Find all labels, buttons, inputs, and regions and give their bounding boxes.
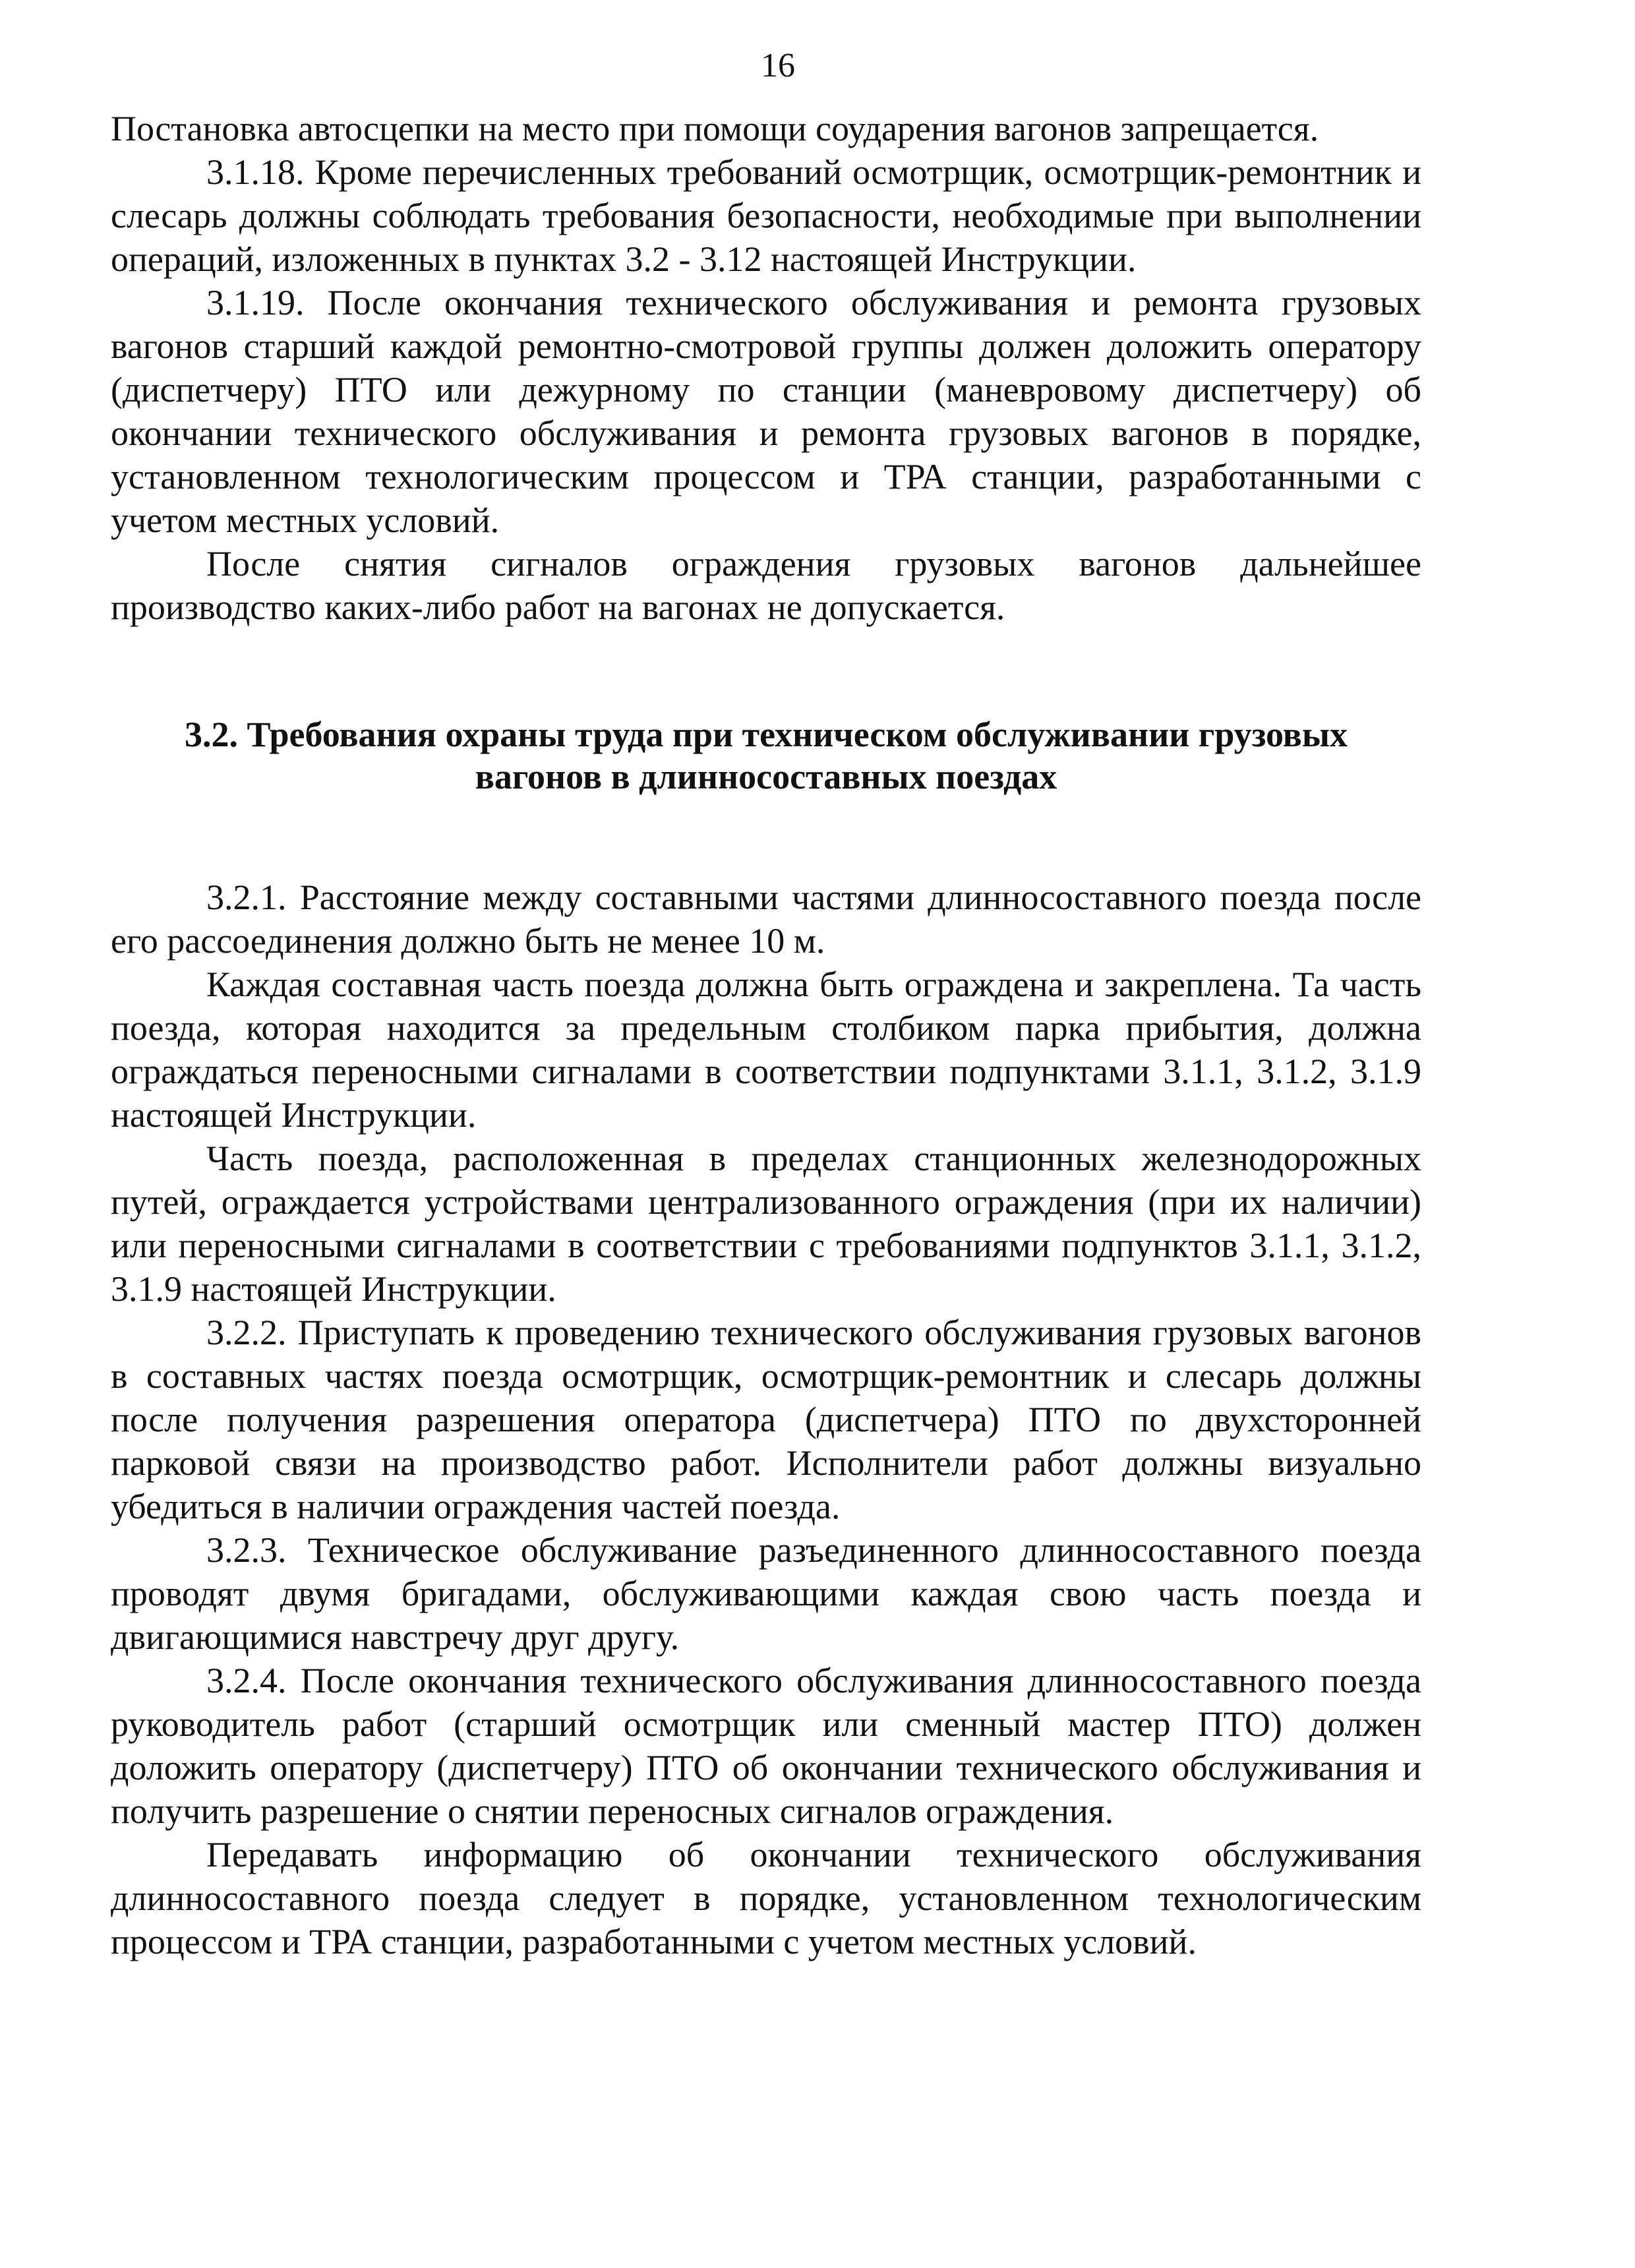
- document-body: [111, 107, 1421, 1963]
- paragraph: 3.1.19. После окончания технического обслуживания и ремонта грузовых вагонов старший каждой ремонтно-смотровой группы должен доложить оператору (диспетчеру) ПТО или дежурному по станции (маневровому диспетчеру) об окончании технического обслуживания и ремонта грузовых вагонов в порядке, установленном технологическим процессом и ТРА станции, разработанными с учетом местных условий.: [111, 283, 1421, 540]
- paragraph: После снятия сигналов ограждения грузовых вагонов дальнейшее производство каких-либо работ на вагонах не допускается.: [111, 544, 1421, 627]
- page-number: 16: [761, 47, 795, 84]
- paragraph: 3.2.1. Расстояние между составными частями длинносоставного поезда после его рассоединения должно быть не менее 10 м.: [111, 878, 1421, 961]
- section-heading-line: 3.2. Требования охраны труда при техническом обслуживании грузовых: [184, 715, 1348, 754]
- paragraph: Каждая составная часть поезда должна быть ограждена и закреплена. Та часть поезда, которая находится за предельным столбиком парка прибытия, должна ограждаться переносными сигналами в соответствии подпунктами 3.1.1, 3.1.2, 3.1.9 настоящей Инструкции.: [111, 965, 1421, 1135]
- paragraph: 3.2.2. Приступать к проведению технического обслуживания грузовых вагонов в составных частях поезда осмотрщик, осмотрщик-ремонтник и слесарь должны после получения разрешения оператора (диспетчера) ПТО по двухсторонней парковой связи на производство работ. Исполнители работ должны визуально убедиться в наличии ограждения частей поезда.: [111, 1313, 1421, 1526]
- paragraph: 3.1.18. Кроме перечисленных требований осмотрщик, осмотрщик-ремонтник и слесарь должны соблюдать требования безопасности, необходимые при выполнении операций, изложенных в пунктах 3.2 - 3.12 настоящей Инструкции.: [111, 152, 1421, 279]
- paragraph: 3.2.4. После окончания технического обслуживания длинносоставного поезда руководитель работ (старший осмотрщик или сменный мастер ПТО) должен доложить оператору (диспетчеру) ПТО об окончании технического обслуживания и получить разрешение о снятии переносных сигналов ограждения.: [111, 1661, 1421, 1831]
- section-paragraphs: [111, 876, 1421, 1963]
- section-heading-line: вагонов в длинносоставных поездах: [475, 757, 1057, 796]
- top-paragraphs: [111, 107, 1421, 629]
- paragraph: Передавать информацию об окончании технического обслуживания длинносоставного поезда следует в порядке, установленном технологическим процессом и ТРА станции, разработанными с учетом местных условий.: [111, 1835, 1421, 1961]
- paragraph: Часть поезда, расположенная в пределах станционных железнодорожных путей, ограждается устройствами централизованного ограждения (при их наличии) или переносными сигналами в соответствии с требованиями подпунктов 3.1.1, 3.1.2, 3.1.9 настоящей Инструкции.: [111, 1139, 1421, 1309]
- paragraph: 3.2.3. Техническое обслуживание разъединенного длинносоставного поезда проводят двумя бригадами, обслуживающими каждая свою часть поезда и двигающимися навстречу друг другу.: [111, 1530, 1421, 1657]
- section-heading: [111, 713, 1421, 798]
- paragraph: Постановка автосцепки на место при помощи соударения вагонов запрещается.: [111, 109, 1319, 148]
